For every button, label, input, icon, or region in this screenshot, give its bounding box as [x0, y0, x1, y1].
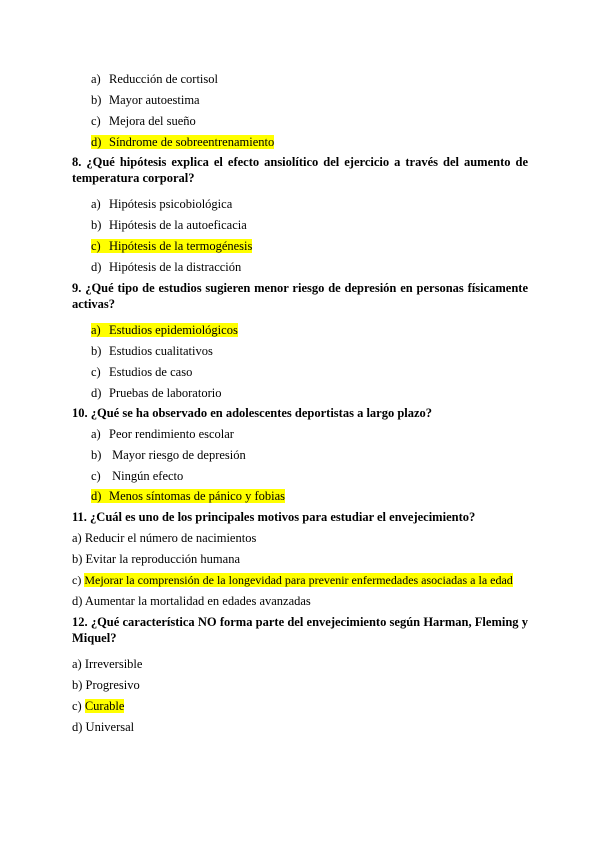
q11-option-c: c) Mejorar la comprensión de la longevidad para prevenir enfermedades asociadas a la edad [72, 573, 513, 587]
q12-question: 12. ¿Qué característica NO forma parte del envejecimiento según Harman, Fleming y Miquel? [72, 615, 528, 645]
q9-option-c: c) Estudios de caso [91, 365, 193, 379]
q7-option-c: c) Mejora del sueño [91, 114, 196, 128]
q11-question: 11. ¿Cuál es uno de los principales motivos para estudiar el envejecimiento? [72, 510, 476, 524]
q9-question: 9. ¿Qué tipo de estudios sugieren menor riesgo de depresión en personas físicamente activas? [72, 281, 528, 311]
q8-option-b: b) Hipótesis de la autoeficacia [91, 218, 247, 232]
q10-option-c: c) Ningún efecto [91, 469, 184, 483]
highlighted-answer: d) Síndrome de sobreentrenamiento [91, 135, 275, 149]
q12-option-a: a) Irreversible [72, 657, 143, 671]
q10-option-b: b) Mayor riesgo de depresión [91, 448, 246, 462]
q11-option-b: b) Evitar la reproducción humana [72, 552, 240, 566]
q11-option-a: a) Reducir el número de nacimientos [72, 531, 257, 545]
highlighted-answer: a) Estudios epidemiológicos [91, 323, 238, 337]
highlighted-answer: Curable [84, 699, 125, 713]
highlighted-answer: Mejorar la comprensión de la longevidad para prevenir enfermedades asociadas a la edad [84, 573, 513, 587]
q8-question: 8. ¿Qué hipótesis explica el efecto ansiolítico del ejercicio a través del aumento de temperatura corporal? [72, 155, 528, 185]
q12-option-c: c) Curable [72, 699, 125, 713]
q10-question: 10. ¿Qué se ha observado en adolescentes deportistas a largo plazo? [72, 406, 433, 420]
q9-option-a [91, 322, 238, 338]
q10-option-a: a) Peor rendimiento escolar [91, 427, 234, 441]
q12-option-d: d) Universal [72, 720, 135, 734]
q8-option-d: d) Hipótesis de la distracción [91, 260, 242, 274]
q7-option-a: a) Reducción de cortisol [91, 72, 218, 86]
q9-option-b: b) Estudios cualitativos [91, 344, 213, 358]
q7-option-d [91, 134, 274, 150]
highlighted-answer: d) Menos síntomas de pánico y fobias [91, 489, 286, 503]
q12-option-b: b) Progresivo [72, 678, 140, 692]
q7-option-b: b) Mayor autoestima [91, 93, 200, 107]
q9-option-d: d) Pruebas de laboratorio [91, 386, 222, 400]
q8-option-a: a) Hipótesis psicobiológica [91, 197, 233, 211]
q10-option-d [91, 488, 285, 504]
highlighted-answer: c) Hipótesis de la termogénesis [91, 239, 253, 253]
q11-option-d: d) Aumentar la mortalidad en edades avanzadas [72, 594, 311, 608]
q8-option-c [91, 238, 252, 254]
